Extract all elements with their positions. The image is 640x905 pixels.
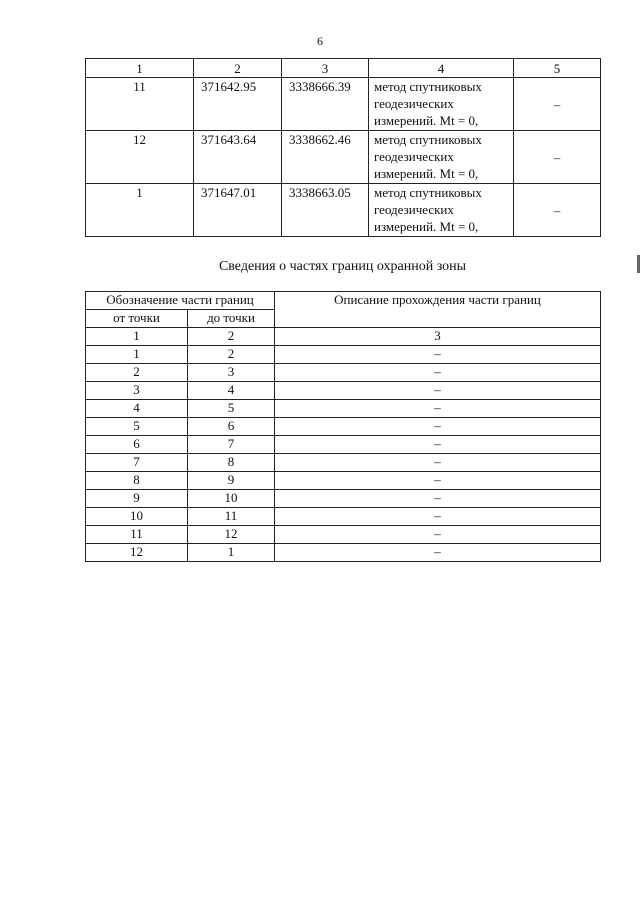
method-line: измерений. Mt = 0,: [374, 166, 479, 181]
measurement-method: [369, 78, 514, 131]
segment-description: –: [275, 508, 601, 526]
table-row: [86, 400, 601, 418]
table-header-row: [86, 292, 601, 310]
section-title: Сведения о частях границ охранной зоны: [218, 259, 467, 274]
segment-description: –: [275, 472, 601, 490]
header-boundary-designation: Обозначение части границ: [86, 292, 275, 310]
table-row: [86, 508, 601, 526]
from-point: 1: [86, 346, 188, 364]
header-from-point: от точки: [86, 310, 188, 328]
segment-description: –: [275, 454, 601, 472]
point-number: 1: [86, 184, 194, 237]
table-row: [86, 526, 601, 544]
to-point: 5: [188, 400, 275, 418]
to-point: 1: [188, 544, 275, 562]
point-note: –: [514, 131, 601, 184]
column-number: 2: [188, 328, 275, 346]
to-point: 7: [188, 436, 275, 454]
from-point: 6: [86, 436, 188, 454]
segment-description: –: [275, 418, 601, 436]
table-row: [86, 454, 601, 472]
measurement-method: [369, 131, 514, 184]
to-point: 4: [188, 382, 275, 400]
header-to-point: до точки: [188, 310, 275, 328]
point-note: –: [514, 184, 601, 237]
column-number: 1: [86, 59, 194, 78]
coordinate-y: 3338663.05: [282, 184, 369, 237]
from-point: 2: [86, 364, 188, 382]
from-point: 10: [86, 508, 188, 526]
boundary-segments-table: [85, 291, 601, 562]
header-boundary-description: Описание прохождения части границ: [275, 292, 601, 328]
to-point: 2: [188, 346, 275, 364]
from-point: 7: [86, 454, 188, 472]
point-number: 11: [86, 78, 194, 131]
from-point: 9: [86, 490, 188, 508]
method-line: геодезических: [374, 149, 454, 164]
method-line: измерений. Mt = 0,: [374, 219, 479, 234]
to-point: 10: [188, 490, 275, 508]
segment-description: –: [275, 526, 601, 544]
segment-description: –: [275, 490, 601, 508]
to-point: 11: [188, 508, 275, 526]
table-row: [86, 364, 601, 382]
table-row: [86, 131, 601, 184]
segment-description: –: [275, 400, 601, 418]
column-number: 2: [194, 59, 282, 78]
from-point: 3: [86, 382, 188, 400]
segment-description: –: [275, 382, 601, 400]
column-number: 3: [275, 328, 601, 346]
table-row: [86, 78, 601, 131]
to-point: 12: [188, 526, 275, 544]
table-row: [86, 418, 601, 436]
column-number: 1: [86, 328, 188, 346]
measurement-method: [369, 184, 514, 237]
segment-description: –: [275, 364, 601, 382]
table-row: [86, 184, 601, 237]
table-row: [86, 490, 601, 508]
page-number: 6: [317, 34, 323, 48]
coordinate-x: 371643.64: [194, 131, 282, 184]
to-point: 3: [188, 364, 275, 382]
method-line: геодезических: [374, 96, 454, 111]
from-point: 5: [86, 418, 188, 436]
column-number: 4: [369, 59, 514, 78]
table-header-row: [86, 59, 601, 78]
method-line: метод спутниковых: [374, 185, 482, 200]
from-point: 8: [86, 472, 188, 490]
from-point: 4: [86, 400, 188, 418]
column-number: 5: [514, 59, 601, 78]
method-line: метод спутниковых: [374, 79, 482, 94]
coordinate-x: 371642.95: [194, 78, 282, 131]
segment-description: –: [275, 346, 601, 364]
table-numbering-row: [86, 328, 601, 346]
method-line: геодезических: [374, 202, 454, 217]
table-row: [86, 544, 601, 562]
to-point: 6: [188, 418, 275, 436]
column-number: 3: [282, 59, 369, 78]
table-row: [86, 382, 601, 400]
segment-description: –: [275, 436, 601, 454]
point-note: –: [514, 78, 601, 131]
to-point: 8: [188, 454, 275, 472]
from-point: 12: [86, 544, 188, 562]
segment-description: –: [275, 544, 601, 562]
coordinate-y: 3338662.46: [282, 131, 369, 184]
from-point: 11: [86, 526, 188, 544]
coordinate-y: 3338666.39: [282, 78, 369, 131]
table-row: [86, 436, 601, 454]
table-row: [86, 346, 601, 364]
point-number: 12: [86, 131, 194, 184]
method-line: измерений. Mt = 0,: [374, 113, 479, 128]
table-row: [86, 472, 601, 490]
coordinate-x: 371647.01: [194, 184, 282, 237]
coordinates-table: [85, 58, 601, 237]
method-line: метод спутниковых: [374, 132, 482, 147]
to-point: 9: [188, 472, 275, 490]
